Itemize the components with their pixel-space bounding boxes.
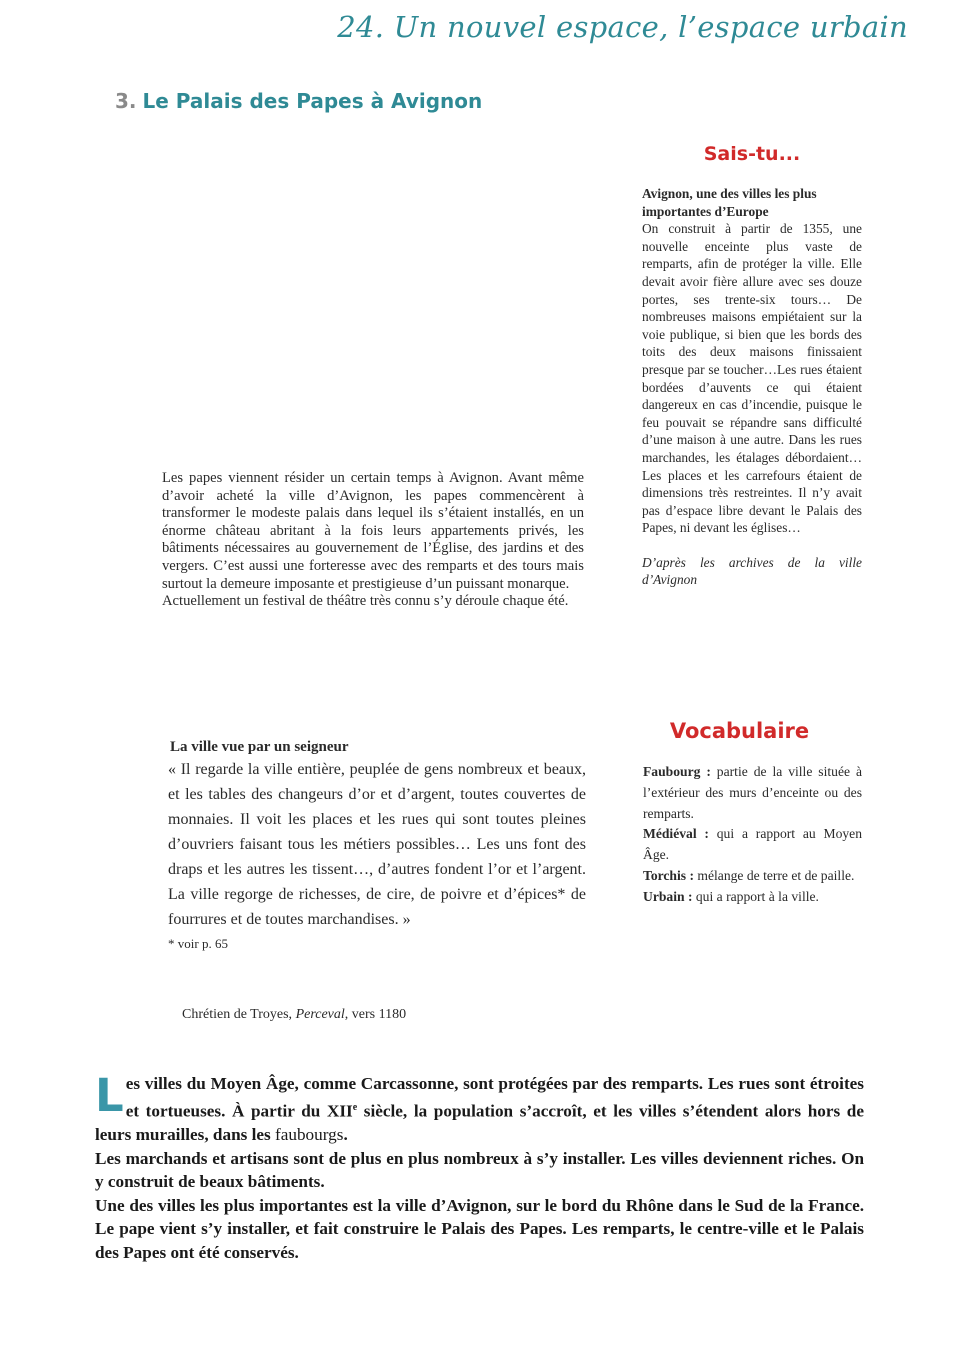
faubourgs-term: faubourgs [275, 1124, 344, 1144]
vocab-entry [643, 762, 862, 824]
palace-paragraph: Actuellement un festival de théâtre très connu s’y déroule chaque été. [162, 593, 569, 610]
summary-text: . [343, 1124, 348, 1144]
lesson-summary [95, 1069, 864, 1264]
quote-heading: La ville vue par un seigneur [170, 739, 349, 755]
vocab-definition: mélange de terre et de paille. [694, 867, 855, 883]
vocab-definition: partie de la ville située à l’extérieur des murs d’enceinte ou des remparts. [643, 764, 862, 821]
summary-paragraph: Une des villes les plus importantes est la ville d’Avignon, sur le bord du Rhône dans le Sud de la France. Le pape vient s’y installer, et fait construire le Palais des Papes. Les remparts, le centre-ville et le Palais des Papes ont été conservés. [95, 1195, 864, 1262]
century-superscript: e [352, 1101, 358, 1113]
vocabulaire-heading: Vocabulaire [669, 719, 810, 743]
vocab-term: Torchis : [643, 867, 694, 883]
summary-text: siècle, la population s’accroît, et les villes s’étendent alors hors de leurs murailles, dans les [95, 1101, 864, 1144]
vocab-entry [643, 866, 862, 887]
vocab-term: Médiéval : [643, 826, 709, 842]
section-number: 3. [115, 89, 137, 113]
summary-text: es villes du Moyen Âge, comme Carcassonne, sont protégées par des remparts. Les rues sont étroites et tortueuses. À partir du XII [125, 1074, 864, 1121]
saistu-box [642, 185, 862, 589]
quote-footnote: * voir p. 65 [168, 936, 228, 951]
chapter-title: 24. Un nouvel espace, l’espace urbain [337, 10, 908, 44]
seigneur-quote [168, 737, 586, 954]
summary-paragraph [95, 1069, 864, 1147]
vocab-definition: qui a rapport au Moyen Âge. [643, 826, 863, 863]
saistu-body: On construit à partir de 1355, une nouvelle enceinte plus vaste de remparts, afin de protéger la ville. Elle devait avoir fière allure avec ses douze portes, ses trente-six tours… De nombreuses maisons empiétaient sur la voie publique, si bien que les bords des toits des deux maisons finissaient presque par se toucher…Les rues étaient bordées d’auvents ce qui étaient dangereux en cas d’incendie, puisque le feu pouvait se répandre sans difficulté d’une maison à une autre. Dans les rues marchandes, les étalages débordaient… Les places et les carrefours étaient de dimensions très restreintes. Il n’y avait pas d’espace libre devant le Palais des Papes, ni devant les églises… [642, 221, 862, 536]
quote-date: , vers 1180 [344, 1007, 407, 1022]
section-title [115, 89, 482, 113]
vocab-entry [643, 887, 862, 908]
palace-paragraph: Les papes viennent résider un certain temps à Avignon. Avant même d’avoir acheté la ville d’Avignon, les papes commencèrent à transformer le modeste palais dans lequel ils s’étaient installés, en un énorme château abritant à la fois leurs appartements privés, les bâtiments nécessaires au gouvernement de l’Église, des jardins et des vergers. C’est aussi une forteresse avec des remparts et des tours mais surtout la demeure imposante et prestigieuse d’un puissant monarque. [162, 470, 584, 592]
drop-cap: L [95, 1069, 124, 1122]
saistu-source: D’après les archives de la ville d’Avignon [642, 554, 862, 588]
vocab-definition: qui a rapport à la ville. [692, 888, 819, 904]
vocab-term: Urbain : [643, 888, 693, 904]
palace-description [162, 470, 584, 611]
quote-credit [182, 1007, 406, 1023]
summary-paragraph: Les marchands et artisans sont de plus en plus nombreux à s’y installer. Les villes deviennent riches. On y construit de beaux bâtiments. [95, 1148, 864, 1192]
vocabulaire-list [643, 762, 862, 908]
quote-author: Chrétien de Troyes, [182, 1007, 293, 1022]
section-title-text: Le Palais des Papes à Avignon [142, 89, 483, 113]
quote-body: « Il regarde la ville entière, peuplée de gens nombreux et beaux, et les tables des changeurs d’or et d’argent, toutes couvertes de monnaies. Il voit les places et les rues qui sont toutes pleines d’ouvriers faisant tous les métiers possibles… Les uns font des draps et les autres les tissent…, d’autres fondent l’or et l’argent. La ville regorge de richesses, de cire, de poivre et d’épices* de fourrures et de toutes marchandises. » [168, 761, 586, 928]
vocab-term: Faubourg : [643, 764, 711, 779]
saistu-heading: Sais-tu... [703, 143, 801, 165]
vocab-entry [643, 824, 862, 866]
saistu-subheading: Avignon, une des villes les plus importantes d’Europe [642, 186, 817, 219]
quote-work-title: Perceval [295, 1007, 345, 1022]
